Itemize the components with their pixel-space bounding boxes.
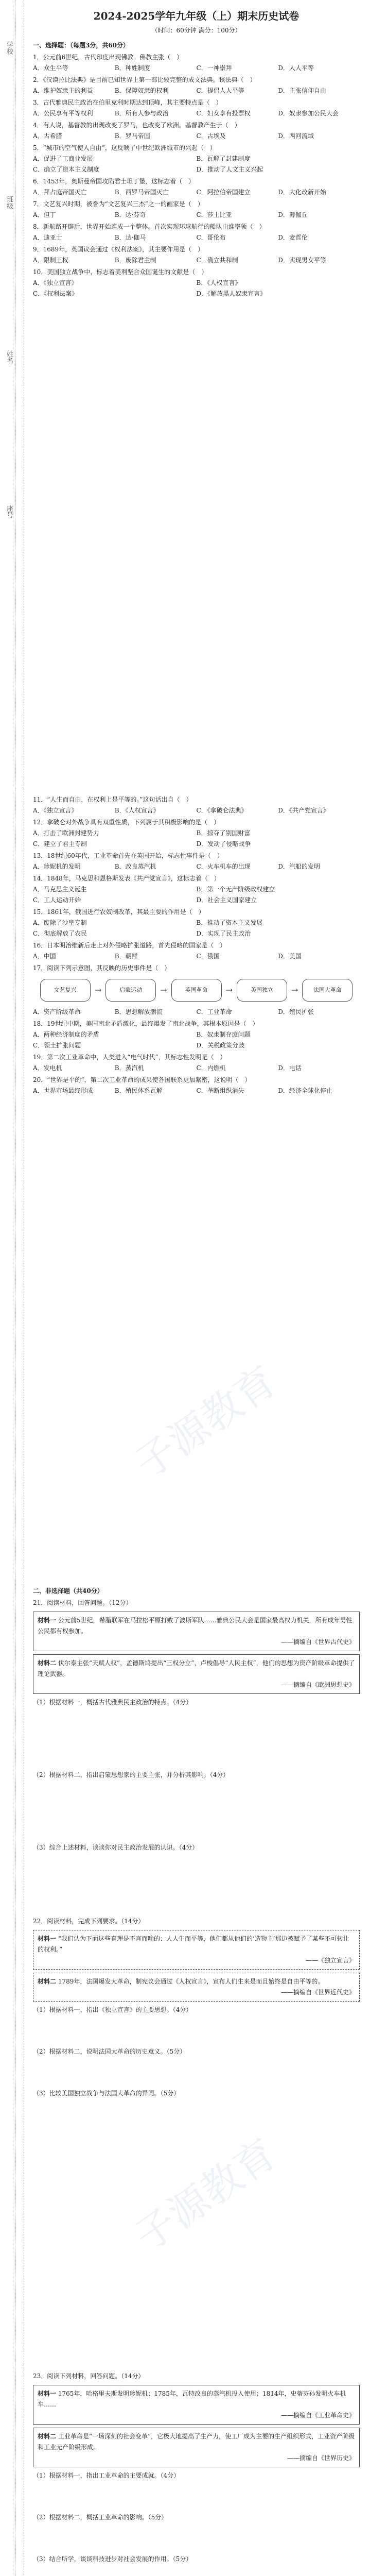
answer-space[interactable] — [33, 2481, 360, 2512]
material-text: 1789年，法国爆发大革命，制宪议会通过《人权宣言》，宣布人们生来是而且始终是自由平等的。 — [58, 1978, 324, 1985]
question-options — [33, 861, 360, 872]
choice-question — [33, 52, 360, 74]
flow-question — [33, 963, 360, 1018]
flow-node-3: 英国革命 — [171, 979, 222, 1002]
choice-question — [33, 120, 360, 142]
option: B．蒸汽机 — [114, 1064, 144, 1072]
option: A．资产阶级革命 — [33, 1008, 81, 1015]
question-23-sub-1: （1）根据材料一，指出工业革命的主要成就。（4分） — [33, 2472, 180, 2479]
question-options — [33, 232, 360, 243]
flow-options — [33, 1007, 360, 1018]
arrow-right-icon: → — [225, 985, 233, 995]
option: A．《独立宣言》 — [33, 279, 78, 286]
option: A．众生平等 — [33, 64, 68, 72]
question-options — [33, 918, 360, 939]
answer-space[interactable] — [33, 2015, 360, 2046]
question-stem: 20．“世界是平的”，第二次工业革命的成果使各国联系更加紧密，这说明（ ） — [33, 1076, 251, 1083]
answer-space[interactable] — [33, 2099, 360, 2130]
option: B．废除君主制 — [114, 257, 156, 264]
option: C．莎士比亚 — [196, 211, 232, 218]
question-21 — [33, 1598, 360, 1915]
option: D．社会主义国家建立 — [196, 896, 257, 904]
question-stem: 6．1453年，奥斯曼帝国攻陷君士坦丁堡，这标志着（ ） — [33, 178, 195, 185]
option: C．垄断组织消失 — [196, 1087, 244, 1094]
option: D．大化改新开始 — [278, 189, 326, 196]
question-stem: 10．美国独立战争中，标志着美利坚合众国诞生的文献是（ ） — [33, 268, 208, 276]
answer-space[interactable] — [33, 1708, 360, 1770]
question-stem: 1．公元前6世纪，古代印度出现佛教。佛教主张（ ） — [33, 54, 183, 61]
question-options — [33, 805, 360, 816]
option: C．阿拉伯帝国建立 — [196, 189, 251, 196]
answer-space[interactable] — [33, 2523, 360, 2554]
question-options — [33, 63, 360, 74]
question-21-material-1 — [33, 1612, 360, 1651]
question-23-stem: 23．阅读下列材料，回答问题。（14分） — [33, 2372, 145, 2380]
material-label: 材料一 — [38, 1935, 57, 1942]
choice-question — [33, 940, 360, 962]
material-text: 1765年，哈格里夫斯发明珍妮机；1785年，瓦特改良的蒸汽机投入使用；1814年，史蒂芬孙发明火车机车…… — [38, 2390, 346, 2408]
option: C．火车机车的出现 — [196, 863, 251, 870]
question-stem: 2．《汉谟拉比法典》是目前已知世界上第一部比较完整的成文法典。该法典（ ） — [33, 76, 256, 83]
binding-margin — [0, 0, 24, 788]
question-21-sub-3: （3）综合上述材料，谈谈你对民主政治发展的认识。（4分） — [33, 1844, 199, 1851]
option: D．两河流域 — [278, 132, 314, 140]
choice-question — [33, 267, 360, 299]
exam-time: （时间：60分钟 — [151, 27, 197, 34]
option: B．所有人参与政治 — [114, 110, 169, 117]
material-label: 材料一 — [38, 1617, 57, 1624]
choice-question — [33, 873, 360, 906]
option: C．内燃机 — [196, 1064, 226, 1072]
question-stem: 9．1689年，英国议会通过《权利法案》，其主要作用是（ ） — [33, 246, 204, 253]
option: B．西罗马帝国灭亡 — [114, 189, 169, 196]
option: C．彻底解放了农民 — [33, 930, 87, 937]
choice-question-list-2 — [33, 794, 360, 962]
option: B．掠夺了别国财富 — [196, 829, 251, 837]
choice-question — [33, 1075, 360, 1096]
option: B．朝鲜 — [114, 953, 138, 960]
option: A．古希腊 — [33, 132, 62, 140]
question-stem: 12．拿破仑对外战争具有双重性质，下列属于其积极影响的是（ ） — [33, 819, 220, 826]
option: D．经济全球化停止 — [278, 1087, 332, 1094]
option: D．实现了民主政治 — [196, 930, 251, 937]
question-options — [33, 828, 360, 850]
option: B．推动了资本主义发展 — [196, 919, 263, 926]
option: B．奴隶制存废问题 — [196, 1031, 251, 1038]
option: C．确立共和制 — [196, 257, 238, 264]
exam-title: 2024-2025学年九年级（上）期末历史试卷 — [93, 10, 299, 22]
material-source: ——摘编自《工业革命史》 — [280, 2412, 355, 2419]
page-4-content — [33, 2370, 360, 2576]
option: D．主张信仰自由 — [278, 87, 326, 94]
option: C．确立了资本主义制度 — [33, 166, 100, 173]
option: A．发电机 — [33, 1064, 62, 1072]
material-text: 公元前5世纪，希腊联军在马拉松平原打败了波斯军队……雅典公民大会是国家最高权力机关，所有成年男性公民都有权参加。 — [38, 1617, 353, 1635]
choice-question — [33, 75, 360, 96]
question-stem: 11．“人生而自由，在权利上是平等的。”这句话出自（ ） — [33, 796, 192, 803]
choice-question — [33, 199, 360, 221]
question-stem: 8．新航路开辟后，世界开始连成一个整体。首次实现环球航行的船队由谁率领（ ） — [33, 223, 266, 230]
question-options — [33, 278, 360, 299]
option: C．古埃及 — [196, 132, 226, 140]
question-options — [33, 255, 360, 266]
option: A．维护奴隶主的利益 — [33, 87, 93, 94]
option: A．世界市场最终形成 — [33, 1087, 93, 1094]
option: A．打击了欧洲封建势力 — [33, 829, 99, 837]
option: B．殖民体系瓦解 — [114, 1087, 163, 1094]
choice-question — [33, 222, 360, 243]
option: A．迪亚士 — [33, 234, 62, 241]
option: B．保障奴隶的权利 — [114, 87, 169, 94]
option: B．罗马帝国 — [114, 132, 150, 140]
option: D．汽船的发明 — [278, 863, 320, 870]
question-options — [33, 187, 360, 198]
question-stem: 7．文艺复兴时期，被誉为“文艺复兴三杰”之一的画家是（ ） — [33, 200, 204, 208]
binding-label-seat: 座号 — [5, 505, 13, 518]
question-21-sub-2: （2）根据材料二，指出启蒙思想家的主要主张，并分析其影响。（4分） — [33, 1771, 230, 1778]
option: B．《人权宣言》 — [114, 807, 160, 814]
page-2-content — [33, 793, 360, 1097]
question-23-sub-3: （3）结合所学，谈谈科技进步对社会发展的作用。（5分） — [33, 2555, 192, 2563]
question-21-stem: 21．阅读材料，回答问题。（12分） — [33, 1599, 132, 1606]
exam-score: 满分：100分） — [198, 27, 241, 34]
question-stem: 13．18世纪60年代，工业革命首先在英国开始，标志性事件是（ ） — [33, 852, 223, 859]
option: A．珍妮机的发明 — [33, 863, 81, 870]
question-options — [33, 884, 360, 906]
option: D．人人平等 — [278, 64, 314, 72]
binding-dotted-line-3 — [15, 1577, 16, 2365]
option: C．哥伦布 — [196, 234, 226, 241]
material-text: 工业革命是“一场深刻的社会变革”，它极大地提高了生产力，使工厂成为主要的生产组织形式，工业资产阶级和工业无产阶级形成。 — [38, 2433, 355, 2451]
choice-question — [33, 851, 360, 872]
choice-question — [33, 794, 360, 816]
question-23-material-1 — [33, 2385, 360, 2425]
question-stem: 5．“城市的空气使人自由”，这反映了中世纪欧洲城市的兴起（ ） — [33, 144, 216, 151]
choice-question — [33, 907, 360, 939]
question-stem: 14．1848年，马克思和恩格斯发表《共产党宣言》，这标志着（ ） — [33, 875, 220, 882]
binding-label-school: 学校 — [5, 41, 13, 55]
binding-label-name: 姓名 — [5, 350, 13, 364]
option: D．关税政策分歧 — [196, 1042, 245, 1049]
question-options — [33, 951, 360, 962]
question-options — [33, 108, 360, 119]
option: B．瓦解了封建制度 — [196, 155, 251, 162]
option: A．中国 — [33, 953, 56, 960]
option: A．限制王权 — [33, 257, 68, 264]
question-21-material-2 — [33, 1654, 360, 1694]
option: D．奴隶参加公民大会 — [278, 110, 339, 117]
material-source: ——摘编自《世界古代史》 — [280, 1638, 355, 1646]
option: D．《解放黑人奴隶宣言》 — [196, 290, 267, 297]
flow-node-2: 启蒙运动 — [105, 979, 156, 1002]
option: A．两种经济制度的矛盾 — [33, 1031, 99, 1038]
flow-question-stem: 17．阅读下列示意图，其反映的历史事件是（ ） — [33, 964, 171, 972]
question-23-material-2 — [33, 2428, 360, 2467]
option: A．马克思主义诞生 — [33, 886, 87, 893]
material-text: 伏尔泰主张“天赋人权”，孟德斯鸠提出“三权分立”，卢梭倡导“人民主权”，他们的思想为资产阶级革命提供了理论武器。 — [38, 1659, 355, 1677]
choice-question-list-3 — [33, 1019, 360, 1096]
question-options — [33, 154, 360, 175]
choice-question — [33, 817, 360, 850]
choice-question — [33, 97, 360, 119]
question-21-sub-1: （1）根据材料一，概括古代雅典民主政治的特点。（4分） — [33, 1699, 192, 1706]
choice-question — [33, 1052, 360, 1074]
section-heading-choice: 一、选择题：（每题3分，共60分） — [33, 42, 130, 49]
question-22-material-2 — [33, 1973, 360, 2002]
question-options — [33, 1063, 360, 1074]
flow-chart — [33, 979, 360, 1002]
binding-dotted-line-4 — [15, 2365, 16, 2576]
choice-question — [33, 176, 360, 198]
option: D．实现男女平等 — [278, 257, 326, 264]
material-label: 材料二 — [38, 1978, 57, 1985]
answer-space[interactable] — [33, 2057, 360, 2088]
answer-space[interactable] — [33, 2565, 360, 2576]
choice-question-list-1 — [33, 52, 360, 299]
material-source: ——摘编自《世界近代史》 — [280, 1989, 355, 1996]
option: B．改良蒸汽机 — [114, 863, 156, 870]
option: A．《独立宣言》 — [33, 807, 78, 814]
answer-space[interactable] — [33, 1853, 360, 1915]
option: D．《共产党宣言》 — [278, 807, 329, 814]
material-text: “我们认为下面这些真理是不言而喻的：人人生而平等，他们都从他们的‘造物主’那边被赋予了某些不可转让的权利。” — [38, 1935, 349, 1953]
option: D．麦哲伦 — [278, 234, 308, 241]
option: D．电话 — [278, 1064, 302, 1072]
flow-node-4: 美国独立 — [237, 979, 287, 1002]
material-source: ——摘编自《世界历史》 — [287, 2454, 355, 2462]
exam-page-4 — [0, 2365, 370, 2576]
question-22-sub-2: （2）根据材料二，说明法国大革命的历史意义。（5分） — [33, 2048, 186, 2055]
exam-meta — [33, 25, 360, 36]
question-22-stem: 22．阅读材料，完成下列要求。（14分） — [33, 1918, 145, 1925]
question-22-sub-1: （1）根据材料一，指出《独立宣言》的主要思想。（4分） — [33, 2006, 192, 2013]
exam-page-3 — [0, 1577, 370, 2365]
option: B．第一个无产阶级政权建立 — [196, 886, 275, 893]
arrow-right-icon: → — [291, 985, 298, 995]
exam-page-1 — [0, 0, 370, 788]
question-23-sub-2: （2）根据材料二，概括工业革命的影响。（5分） — [33, 2514, 168, 2521]
arrow-right-icon: → — [94, 985, 102, 995]
material-label: 材料二 — [38, 1659, 57, 1667]
binding-label-class: 班级 — [5, 196, 13, 209]
option: C．妇女享有投票权 — [196, 110, 251, 117]
option: D．薄伽丘 — [278, 211, 308, 218]
option: A．公民享有平等权利 — [33, 110, 93, 117]
binding-dotted-line-2 — [15, 788, 16, 1577]
option: A．拜占庭帝国灭亡 — [33, 189, 87, 196]
page-3-content — [33, 1582, 360, 2131]
question-options — [33, 86, 360, 96]
exam-page-2 — [0, 788, 370, 1577]
option: C．一神崇拜 — [196, 64, 232, 72]
option: C．工人运动开始 — [33, 896, 81, 904]
option: A．促进了工商业发展 — [33, 155, 93, 162]
choice-question — [33, 244, 360, 266]
choice-question — [33, 1019, 360, 1051]
option: C．建立了君主专制 — [33, 840, 87, 848]
question-options — [33, 210, 360, 221]
option: B．达·芬奇 — [114, 211, 146, 218]
question-stem: 18．19世纪中期，美国南北矛盾激化，最终爆发了南北战争，其根本原因是（ ） — [33, 1020, 259, 1027]
flow-node-5: 法国大革命 — [302, 979, 353, 1002]
choice-question — [33, 143, 360, 175]
option: C．工业革命 — [196, 1008, 232, 1015]
option: B．思想解放潮流 — [114, 1008, 163, 1015]
question-stem: 15．1861年，俄国进行农奴制改革，其最主要的作用是（ ） — [33, 908, 205, 916]
option: C．提倡人人平等 — [196, 87, 244, 94]
material-label: 材料二 — [38, 2433, 57, 2440]
binding-margin-2 — [0, 788, 24, 1577]
option: A．废除了沙皇专制 — [33, 919, 87, 926]
question-options — [33, 1029, 360, 1051]
question-stem: 16．日本明治维新后走上对外侵略扩张道路，首先侵略的国家是（ ） — [33, 942, 226, 949]
option: B．《人权宣言》 — [196, 279, 241, 286]
option: D．推动了人文主义兴起 — [196, 166, 263, 173]
question-23 — [33, 2371, 360, 2576]
option: B．达·伽马 — [114, 234, 146, 241]
binding-margin-4 — [0, 2365, 24, 2576]
binding-dotted-line — [15, 0, 16, 788]
question-options — [33, 131, 360, 142]
material-label: 材料一 — [38, 2390, 57, 2397]
option: C．俄国 — [196, 953, 220, 960]
flow-node-1: 文艺复兴 — [40, 979, 91, 1002]
option: A．但丁 — [33, 211, 56, 218]
answer-space[interactable] — [33, 1781, 360, 1842]
option: D．发动了侵略战争 — [196, 840, 251, 848]
option: B．种姓制度 — [114, 64, 150, 72]
question-22 — [33, 1916, 360, 2130]
section-heading-nonchoice: 二、非选择题（共40分） — [33, 1587, 103, 1595]
option: D．美国 — [278, 953, 302, 960]
material-source: ——摘编自《欧洲思想史》 — [280, 1681, 355, 1688]
question-stem: 3．古代雅典民主政治在伯里克利时期达到顶峰，其主要特点是（ ） — [33, 99, 222, 106]
binding-margin-3 — [0, 1577, 24, 2365]
option: D．殖民扩张 — [278, 1008, 314, 1015]
question-stem: 4．有人说，基督教的出现改变了罗马，也改变了欧洲。基督教产生于（ ） — [33, 122, 241, 129]
option: C．《权利法案》 — [33, 290, 78, 297]
option: C．《拿破仑法典》 — [196, 807, 248, 814]
page-1-content — [33, 0, 360, 300]
option: C．领土扩张问题 — [33, 1042, 81, 1049]
arrow-right-icon: → — [160, 985, 167, 995]
question-22-sub-3: （3）比较美国独立战争与法国大革命的异同。（5分） — [33, 2090, 180, 2097]
question-22-material-1 — [33, 1930, 360, 1970]
question-stem: 19．第二次工业革命中，人类进入“电气时代”，其标志性发明是（ ） — [33, 1054, 226, 1061]
material-source: ——《独立宣言》 — [305, 1957, 355, 1964]
question-options — [33, 1086, 360, 1096]
